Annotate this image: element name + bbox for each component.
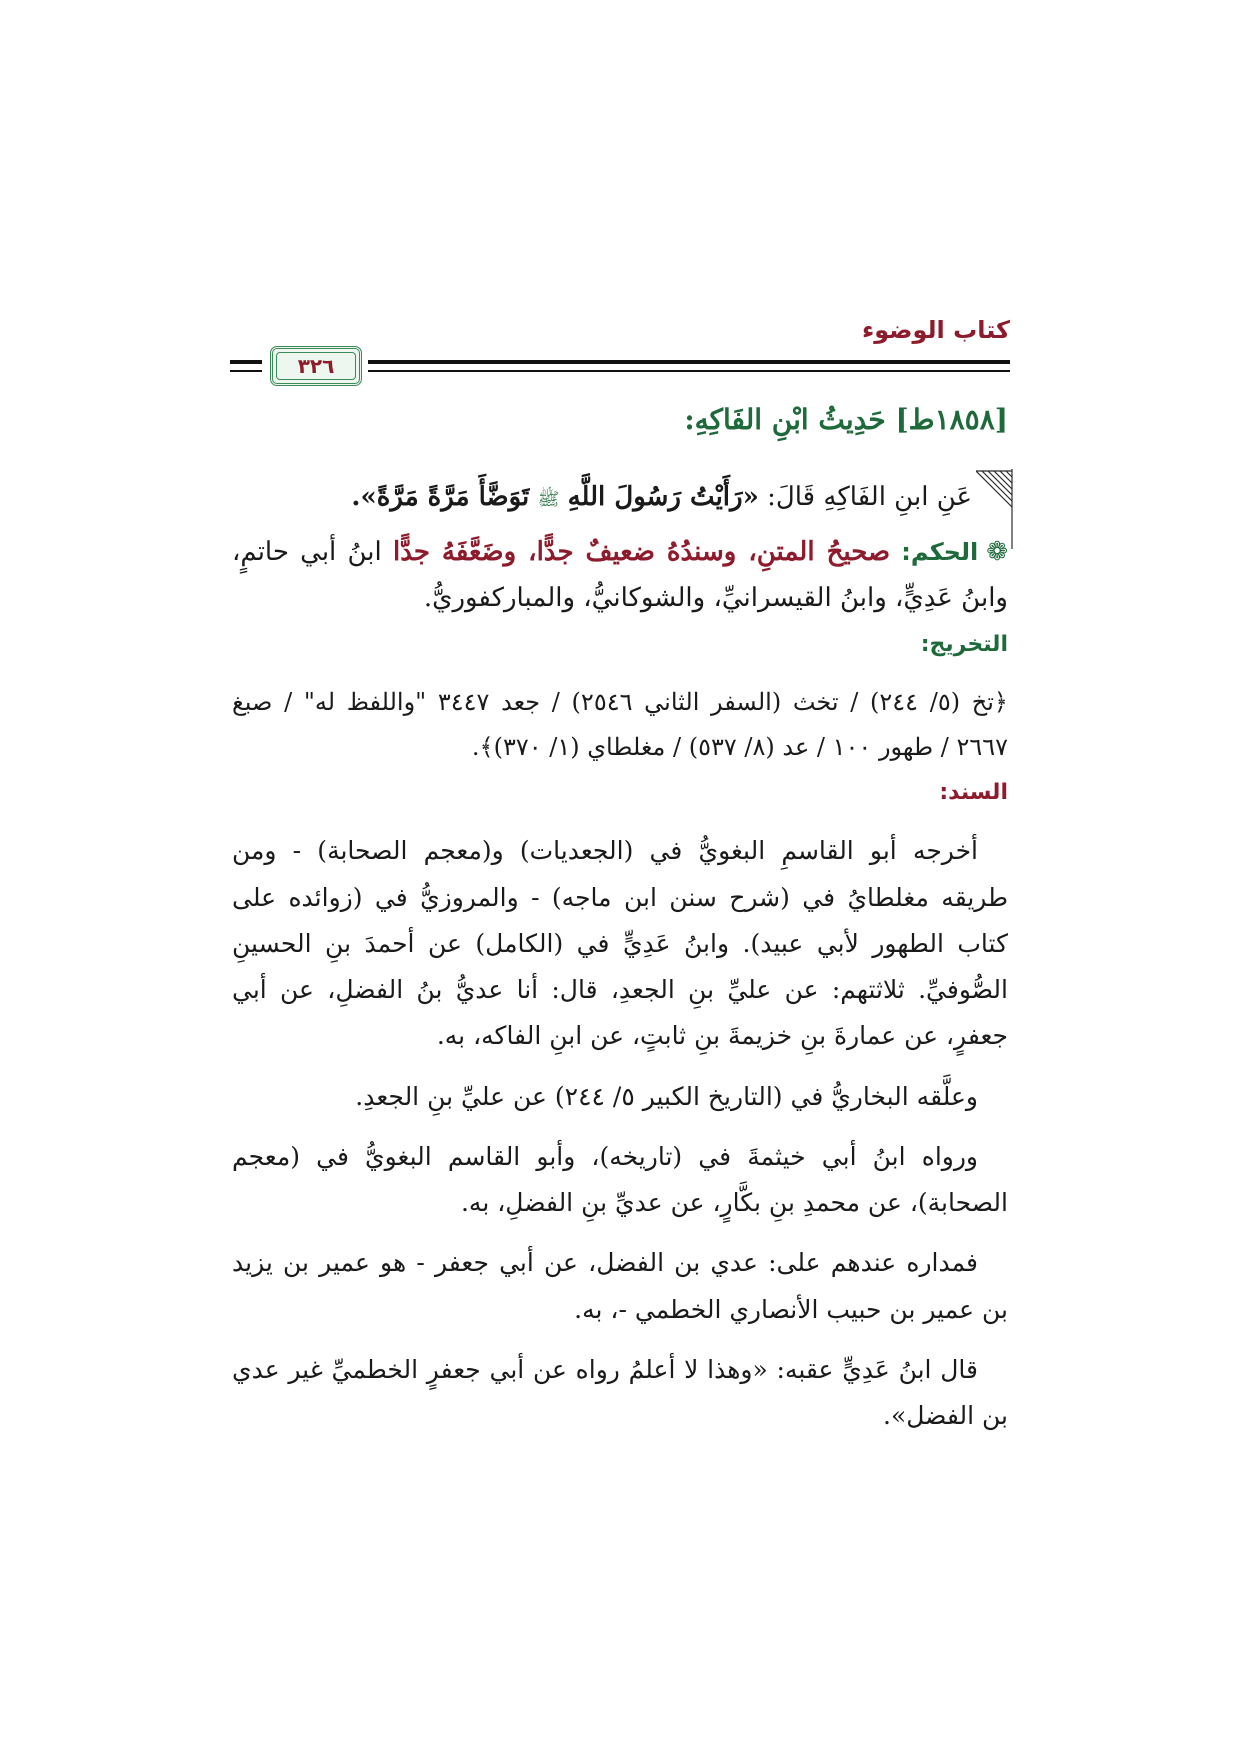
- book-title: كتاب الوضوء: [861, 316, 1010, 344]
- header-rule-thick: [368, 360, 1010, 364]
- page-content: [232, 398, 1008, 1453]
- sanad-paragraph: قال ابنُ عَدِيٍّ عقبه: «وهذا لا أعلمُ رواه عن أبي جعفرٍ الخطميِّ غير عدي بن الفضل».: [232, 1354, 1008, 1431]
- matn-quote-part-2: تَوَضَّأَ مَرَّةً مَرَّةً».: [351, 481, 530, 512]
- hadith-matn: [232, 473, 972, 522]
- hadith-heading: [232, 398, 1008, 443]
- ornament-flower-icon: ❁: [986, 537, 1009, 568]
- hadith-title: حَدِيثُ ابْنِ الفَاكِهِ:: [684, 403, 886, 436]
- matn-quote-part-1: «رَأَيْتُ رَسُولَ اللَّهِ: [567, 481, 759, 512]
- corner-ornament-icon: [976, 469, 1016, 549]
- takhrij-label: التخريج:: [920, 632, 1008, 658]
- sanad-paragraph: أخرجه أبو القاسمِ البغويُّ في (الجعديات) و(معجم الصحابة) - ومن طريقه مغلطايُ في (شرح سنن ابن ماجه) - والمروزيُّ في (زوائده على كتاب الطهور لأبي عبيد). وابنُ عَدِيٍّ في (الكامل) عن أحمدَ بنِ الحسينِ الصُّوفيِّ. ثلاثتهم: عن عليِّ بنِ الجعدِ، قال: أنا عديُّ بنُ الفضلِ، عن أبي جعفرٍ، عن عمارةَ بنِ خزيمةَ بنِ ثابتٍ، عن ابنِ الفاكه، به.: [232, 836, 1008, 1051]
- ruling-paragraph: [232, 530, 1008, 621]
- ruling-scholars: ابنُ أبي حاتمٍ، وابنُ عَدِيٍّ، وابنُ القيسرانيِّ، والشوكانيُّ، والمباركفوريُّ.: [232, 537, 1008, 613]
- page-number-frame: [270, 346, 362, 386]
- hadith-number: [١٨٥٨ط]: [895, 403, 1008, 436]
- page-number: ٣٢٦: [297, 354, 335, 378]
- takhrij-text: ﴿تخ (٥/ ٢٤٤) / تخث (السفر الثاني ٢٥٤٦) / جعد ٣٤٤٧ "واللفظ له" / صبغ ٢٦٦٧ / طهور ١٠٠ / عد (٨/ ٥٣٧) / مغلطاي (١/ ٣٧٠)﴾.: [232, 688, 1008, 761]
- ruling-label: الحكم:: [901, 538, 979, 567]
- header-rule-thin: [368, 370, 1010, 372]
- ruling-verdict: صحيحُ المتنِ، وسندُهُ ضعيفٌ جدًّا، وضَعَّفَهُ جدًّا: [392, 537, 891, 568]
- sanad-paragraph: وعلَّقه البخاريُّ في (التاريخ الكبير ٥/ ٢٤٤) عن عليِّ بنِ الجعدِ.: [355, 1081, 978, 1111]
- running-header: [230, 318, 1010, 390]
- sanad-paragraph: فمداره عندهم على: عدي بن الفضل، عن أبي جعفر - هو عمير بن يزيد بن عمير بن حبيب الأنصاري الخطمي -، به.: [232, 1248, 1008, 1324]
- sanad-label: السند:: [939, 780, 1008, 806]
- sanad-paragraph: ورواه ابنُ أبي خيثمةَ في (تاريخه)، وأبو القاسم البغويُّ في (معجم الصحابة)، عن محمدِ بنِ بكَّارٍ، عن عديِّ بنِ الفضلِ، به.: [232, 1141, 1008, 1218]
- header-rule-left-thin: [230, 370, 262, 372]
- salla-glyph: ﷺ: [537, 488, 560, 510]
- matn-intro: عَنِ ابنِ الفَاكِهِ قَالَ:: [767, 481, 972, 512]
- header-rule-left-thick: [230, 360, 262, 364]
- matn-block: [232, 473, 1008, 522]
